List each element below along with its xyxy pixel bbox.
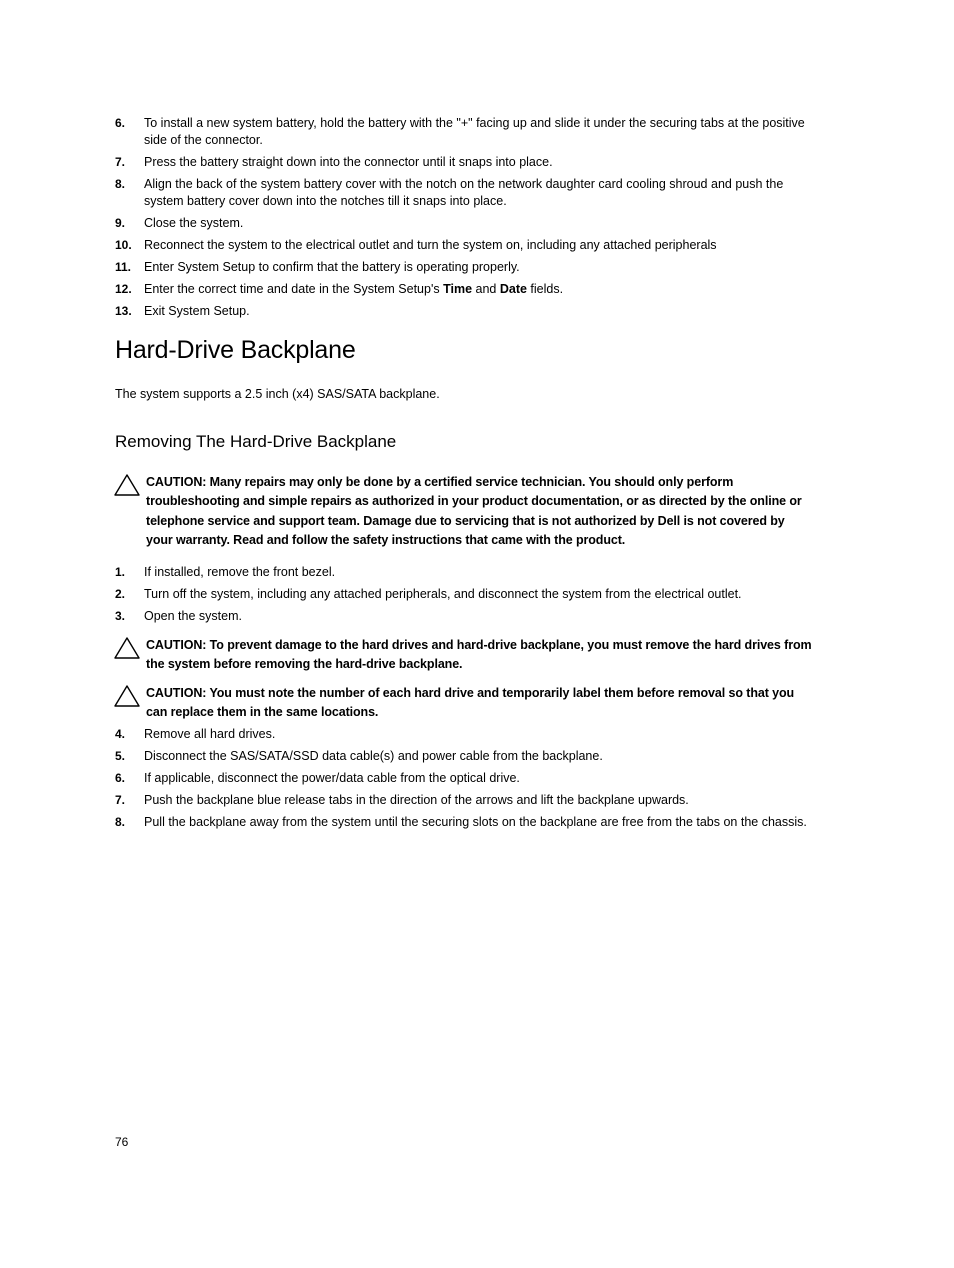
list-item [115, 303, 815, 320]
step-number: 3. [115, 609, 126, 623]
date-field-label: Date [499, 282, 527, 296]
page-number: 76 [115, 1135, 129, 1149]
caution-triangle-icon [113, 473, 141, 497]
step-number: 13. [115, 304, 132, 318]
step-number: 7. [115, 793, 126, 807]
step-number: 11. [115, 260, 132, 274]
step-text: Push the backplane blue release tabs in the direction of the arrows and lift the backplane upwards. [144, 793, 689, 807]
step-text: Open the system. [144, 609, 242, 623]
step-text-part: and [472, 282, 500, 296]
list-item [115, 770, 815, 787]
battery-install-steps [115, 115, 815, 325]
step-text: Disconnect the SAS/SATA/SSD data cable(s) and power cable from the backplane. [144, 749, 603, 763]
caution-notice [113, 473, 813, 550]
caution-triangle-icon [113, 636, 141, 660]
list-item [115, 281, 815, 298]
removal-steps-part-2 [115, 726, 815, 836]
list-item [115, 259, 815, 276]
list-item [115, 154, 815, 171]
step-text: If applicable, disconnect the power/data cable from the optical drive. [144, 771, 520, 785]
caution-text: CAUTION: You must note the number of each hard drive and temporarily label them before removal so that you can replace them in the same locations. [146, 686, 795, 720]
step-text-part: Enter the correct time and date in the System Setup's [144, 282, 444, 296]
step-number: 5. [115, 749, 126, 763]
step-text: Remove all hard drives. [144, 727, 276, 741]
step-text [144, 282, 563, 296]
caution-triangle-icon [113, 684, 141, 708]
step-text: Turn off the system, including any attached peripherals, and disconnect the system from the electrical outlet. [144, 587, 742, 601]
step-text-part: fields. [526, 282, 564, 296]
step-text: To install a new system battery, hold the battery with the "+" facing up and slide it under the securing tabs at the positive side of the connector. [144, 116, 805, 147]
step-text: Reconnect the system to the electrical outlet and turn the system on, including any attached peripherals [144, 238, 717, 252]
step-text: Close the system. [144, 216, 244, 230]
step-number: 8. [115, 177, 126, 191]
step-text: Pull the backplane away from the system until the securing slots on the backplane are free from the tabs on the chassis. [144, 815, 807, 829]
step-number: 4. [115, 727, 126, 741]
subsection-title: Removing The Hard-Drive Backplane [115, 432, 397, 451]
step-number: 6. [115, 771, 126, 785]
step-text: Enter System Setup to confirm that the battery is operating properly. [144, 260, 520, 274]
list-item [115, 115, 815, 149]
step-text: Align the back of the system battery cover with the notch on the network daughter card cooling shroud and push the system battery cover down into the notches till it snaps into place. [144, 177, 784, 208]
step-number: 7. [115, 155, 126, 169]
caution-text: CAUTION: Many repairs may only be done by a certified service technician. You should only perform troubleshooting and simple repairs as authorized in your product documentation, or as directed by the online or telephone service and support team. Damage due to servicing that is not authorized by Dell is not covered by your warranty. Read and follow the safety instructions that came with the product. [146, 475, 802, 547]
list-item [115, 748, 815, 765]
list-item [115, 608, 815, 625]
step-number: 10. [115, 238, 132, 252]
step-number: 2. [115, 587, 126, 601]
time-field-label: Time [443, 282, 473, 296]
step-number: 9. [115, 216, 126, 230]
step-text: Exit System Setup. [144, 304, 250, 318]
list-item [115, 726, 815, 743]
list-item [115, 792, 815, 809]
list-item [115, 176, 815, 210]
list-item [115, 564, 815, 581]
step-number: 6. [115, 116, 126, 130]
step-text: Press the battery straight down into the connector until it snaps into place. [144, 155, 553, 169]
step-number: 1. [115, 565, 126, 579]
removal-steps-part-1 [115, 564, 815, 630]
section-intro: The system supports a 2.5 inch (x4) SAS/SATA backplane. [115, 387, 440, 401]
list-item [115, 814, 815, 831]
step-number: 8. [115, 815, 126, 829]
caution-text: CAUTION: To prevent damage to the hard drives and hard-drive backplane, you must remove the hard drives from the system before removing the hard-drive backplane. [146, 638, 812, 672]
caution-notice [113, 636, 813, 675]
step-text: If installed, remove the front bezel. [144, 565, 336, 579]
section-title: Hard-Drive Backplane [115, 336, 356, 364]
list-item [115, 215, 815, 232]
list-item [115, 586, 815, 603]
list-item [115, 237, 815, 254]
caution-notice [113, 684, 813, 723]
step-number: 12. [115, 282, 132, 296]
